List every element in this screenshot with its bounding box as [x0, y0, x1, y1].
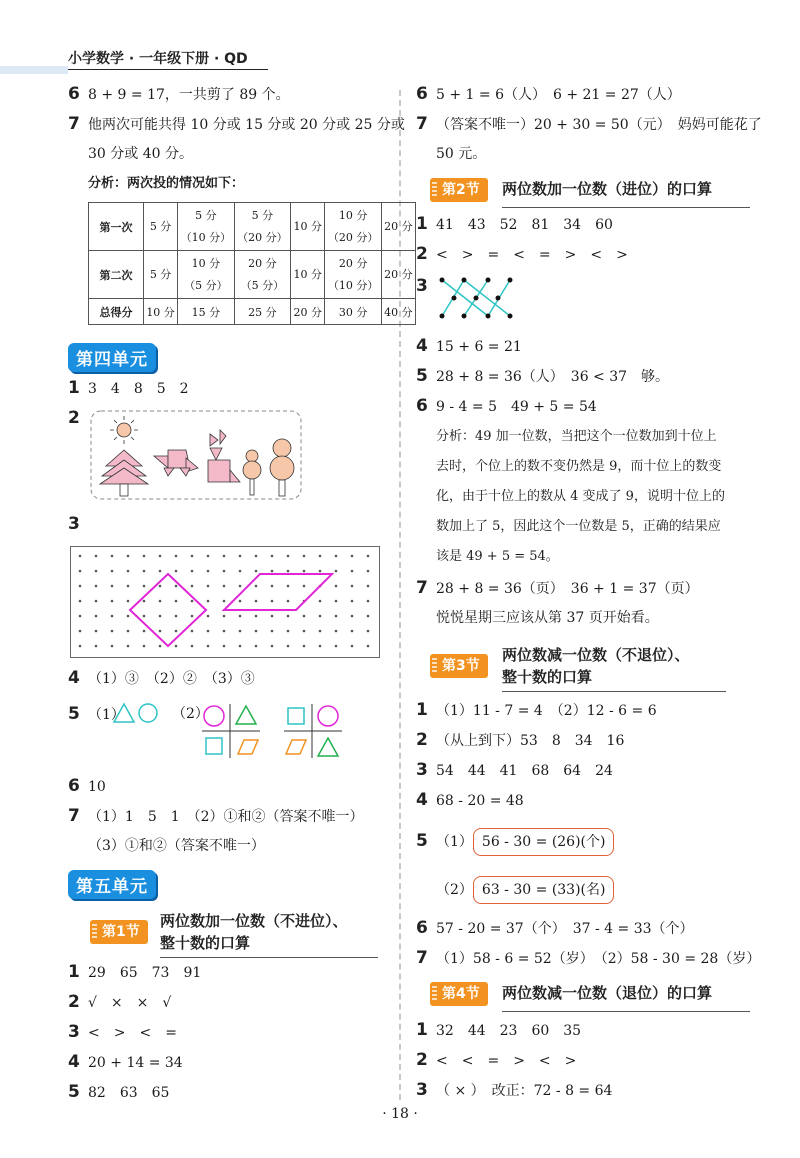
grid-dot: [191, 570, 194, 573]
grid-dot: [111, 645, 114, 648]
grid-dot: [127, 585, 130, 588]
question-7: 7 他两次可能共得 10 分或 15 分或 20 分或 25 分或: [68, 114, 405, 134]
page-number: · 18 ·: [382, 1106, 418, 1122]
s2-question-5: 5 28 + 8 = 36（人） 36 < 37 够。: [416, 366, 670, 386]
sort-grid-1: [202, 704, 260, 758]
book-title: 小学数学 · 一年级下册 · QD: [68, 51, 248, 67]
grid-dot: [255, 585, 258, 588]
row-label-first: 第一次: [89, 203, 144, 251]
second-4: 10 分: [291, 251, 325, 299]
right-question-7-line2: 50 元。: [436, 146, 487, 162]
answer-box-2: 63 - 30 = (33)(名): [473, 876, 615, 904]
s1-question-2: 2 √ × × √: [68, 992, 172, 1012]
question-6: 6 8 + 9 = 17，一共剪了 89 个。: [68, 84, 290, 104]
u4-question-2: 2: [68, 408, 80, 428]
grid-dot: [127, 555, 130, 558]
grid-dot: [191, 615, 194, 618]
grid-dot: [367, 585, 370, 588]
grid-dot: [95, 645, 98, 648]
grid-dot: [287, 570, 290, 573]
grid-dot: [287, 555, 290, 558]
grid-dot: [287, 630, 290, 633]
grid-dot: [191, 600, 194, 603]
grid-dot: [207, 555, 210, 558]
total-2: 15 分: [178, 299, 235, 325]
grid-dot: [303, 555, 306, 558]
second-2: 10 分 （5 分）: [178, 251, 235, 299]
s2-question-4: 4 15 + 6 = 21: [416, 336, 522, 356]
grid-dot: [239, 555, 242, 558]
s3-question-2: 2 （从上到下）53 8 34 16: [416, 730, 625, 750]
grid-dot: [303, 645, 306, 648]
grid-dot: [351, 585, 354, 588]
grid-dot: [143, 630, 146, 633]
total-3: 25 分: [234, 299, 291, 325]
grid-dot: [271, 630, 274, 633]
grid-dot: [319, 645, 322, 648]
grid-dot: [143, 645, 146, 648]
grid-dot: [111, 615, 114, 618]
s2-question-7: 7 28 + 8 = 36（页） 36 + 1 = 37（页）: [416, 578, 699, 598]
u4-question-3: 3: [68, 514, 80, 534]
first-6: 20 分: [381, 203, 415, 251]
s1-question-5: 5 82 63 65: [68, 1082, 170, 1102]
answer-box-1: 56 - 30 = (26)(个): [473, 828, 615, 856]
triangle-icon: [114, 704, 134, 722]
grid-dot: [79, 600, 82, 603]
circle-icon: [139, 704, 157, 722]
grid-dot: [351, 600, 354, 603]
total-5: 30 分: [325, 299, 382, 325]
grid-dot: [143, 570, 146, 573]
right-column: [416, 80, 762, 1110]
grid-dot: [319, 630, 322, 633]
s2-question-2: 2 < > = < = > < >: [416, 244, 628, 264]
grid-dot: [143, 555, 146, 558]
grid-dot: [271, 570, 274, 573]
tangram-figures-image: [90, 410, 302, 500]
first-5: 10 分 （20 分）: [325, 203, 382, 251]
s4-question-3: 3 （ × ） 改正：72 - 8 = 64: [416, 1080, 613, 1100]
grid-dot: [351, 570, 354, 573]
grid-dot: [159, 600, 162, 603]
s2-analysis: 分析：49 加一位数，当把这个一位数加到十位上 去时，个位上的数不变仍然是 9，而十位上的数变 化，由于十位上的数从 4 变成了 9，说明十位上的 数加上了 5，因此这个一位数是 5，正确的结果应 该是 49 + 5 = 54。: [436, 429, 725, 564]
grid-dot: [351, 645, 354, 648]
section-3-header: 第3节 两位数减一位数（不退位）、 整十数的口算: [430, 642, 750, 692]
grid-dot: [111, 630, 114, 633]
u4-question-6: 6 10: [68, 776, 106, 796]
grid-dot: [143, 615, 146, 618]
grid-dot: [159, 630, 162, 633]
grid-dot: [207, 600, 210, 603]
grid-dot: [191, 630, 194, 633]
first-2: 5 分 （10 分）: [178, 203, 235, 251]
grid-dot: [271, 615, 274, 618]
tree-icon: [100, 450, 148, 496]
grid-dot: [175, 555, 178, 558]
total-4: 20 分: [291, 299, 325, 325]
u4-question-4: 4 （1）③ （2）② （3）③: [68, 668, 255, 688]
s3-question-4: 4 68 - 20 = 48: [416, 790, 524, 810]
turtle-icon: [154, 450, 198, 476]
s4-question-1: 1 32 44 23 60 35: [416, 1020, 582, 1040]
total-6: 40 分: [381, 299, 415, 325]
grid-dot: [79, 615, 82, 618]
left-column: [68, 80, 413, 1110]
grid-dot: [223, 645, 226, 648]
grid-dot: [303, 630, 306, 633]
second-3: 20 分 （5 分）: [234, 251, 291, 299]
grid-dot: [319, 555, 322, 558]
grid-dot: [335, 585, 338, 588]
header-accent-bar: [0, 66, 68, 74]
grid-dot: [159, 585, 162, 588]
question-7-line2: 30 分或 40 分。: [88, 146, 193, 162]
grid-dot: [79, 555, 82, 558]
grid-dot: [335, 615, 338, 618]
grid-dot: [159, 645, 162, 648]
u4-question-7: 7 （1）1 5 1 （2）①和②（答案不唯一）: [68, 806, 364, 826]
analysis-title: 分析：两次投的情况如下：: [88, 176, 245, 191]
s1-question-3: 3 < > < =: [68, 1022, 177, 1042]
first-3: 5 分 （20 分）: [234, 203, 291, 251]
header-rule: [68, 69, 268, 70]
grid-dot: [79, 570, 82, 573]
grid-dot: [303, 570, 306, 573]
grid-dot: [255, 570, 258, 573]
grid-dot: [255, 615, 258, 618]
grid-dot: [335, 645, 338, 648]
grid-dot: [271, 645, 274, 648]
right-question-6: 6 5 + 1 = 6（人） 6 + 21 = 27（人）: [416, 84, 681, 104]
s3-question-3: 3 54 44 41 68 64 24: [416, 760, 613, 780]
shapes-answer-1: [112, 702, 162, 726]
dots-lines-image: [438, 274, 518, 324]
section-4-header: 第4节 两位数减一位数（退位）的口算: [430, 978, 750, 1012]
grid-dot: [223, 555, 226, 558]
u4-question-7-line2: （3）①和②（答案不唯一）: [88, 838, 265, 854]
grid-dot: [351, 630, 354, 633]
section-1-header: 第1节 两位数加一位数（不进位）、 整十数的口算: [90, 910, 380, 958]
grid-dot: [287, 585, 290, 588]
s2-question-3: 3: [416, 276, 428, 296]
grid-dot: [111, 555, 114, 558]
grid-dot: [287, 645, 290, 648]
grid-dot: [255, 600, 258, 603]
grid-dot: [271, 585, 274, 588]
score-table: [88, 202, 416, 325]
u4-question-1: 1 3 4 8 5 2: [68, 378, 189, 398]
grid-dot: [159, 570, 162, 573]
grid-dot: [111, 600, 114, 603]
grid-dot: [207, 570, 210, 573]
rabbit-icon: [208, 430, 240, 482]
second-5: 20 分 （10 分）: [325, 251, 382, 299]
grid-dot: [175, 600, 178, 603]
grid-dot: [223, 600, 226, 603]
grid-dot: [95, 615, 98, 618]
s1-question-1: 1 29 65 73 91: [68, 962, 202, 982]
grid-dot: [239, 570, 242, 573]
second-1: 5 分: [144, 251, 178, 299]
grid-dot: [367, 570, 370, 573]
grid-dot: [223, 585, 226, 588]
grid-dot: [127, 615, 130, 618]
unit5-title: 第五单元: [68, 870, 156, 899]
grid-dot: [335, 630, 338, 633]
s2-question-6: 6 9 - 4 = 5 49 + 5 = 54: [416, 396, 597, 416]
grid-dot: [287, 600, 290, 603]
section-2-header: 第2节 两位数加一位数（进位）的口算: [430, 174, 750, 208]
grid-dot: [303, 615, 306, 618]
first-1: 5 分: [144, 203, 178, 251]
s3-question-1: 1 （1）11 - 7 = 4 （2）12 - 6 = 6: [416, 700, 657, 720]
grid-dot: [95, 630, 98, 633]
sun-icon: [110, 416, 138, 444]
grid-dot: [239, 645, 242, 648]
grid-dot: [159, 615, 162, 618]
grid-dot: [175, 615, 178, 618]
grid-dot: [367, 600, 370, 603]
u4-question-5-p2: （2）: [172, 706, 209, 722]
grid-dot: [79, 645, 82, 648]
s3-question-5-part2: （2） 63 - 30 = (33)(名): [436, 876, 614, 904]
grid-dot: [175, 630, 178, 633]
grid-dot: [191, 555, 194, 558]
grid-dot: [111, 585, 114, 588]
grid-dot: [175, 645, 178, 648]
grid-dot: [351, 555, 354, 558]
grid-dot: [319, 615, 322, 618]
s1-question-4: 4 20 + 14 = 34: [68, 1052, 183, 1072]
shapes-answer-2: [198, 700, 358, 762]
grid-dot: [127, 645, 130, 648]
grid-dot: [255, 630, 258, 633]
grid-dot: [79, 585, 82, 588]
grid-dot: [255, 555, 258, 558]
grid-dot: [191, 645, 194, 648]
grid-dot: [207, 585, 210, 588]
s2-question-1: 1 41 43 52 81 34 60: [416, 214, 613, 234]
grid-dot: [303, 585, 306, 588]
grid-dot: [223, 615, 226, 618]
grid-dot: [271, 555, 274, 558]
unit4-title: 第四单元: [68, 343, 156, 372]
grid-dot: [79, 630, 82, 633]
grid-dot: [367, 555, 370, 558]
s2-question-7-line2: 悦悦星期三应该从第 37 页开始看。: [436, 610, 659, 626]
right-question-7: 7 （答案不唯一）20 + 30 = 50（元） 妈妈可能花了: [416, 114, 762, 134]
grid-dot: [191, 585, 194, 588]
grid-dot: [367, 630, 370, 633]
grid-dot: [207, 615, 210, 618]
grid-dot: [223, 630, 226, 633]
s3-question-6: 6 57 - 20 = 37（个） 37 - 4 = 33（个）: [416, 918, 694, 938]
grid-dot: [143, 600, 146, 603]
snowman-icon: [243, 439, 294, 496]
grid-dot: [255, 645, 258, 648]
grid-dot: [175, 585, 178, 588]
grid-dot: [335, 555, 338, 558]
grid-dot: [367, 645, 370, 648]
grid-dot: [95, 585, 98, 588]
grid-dot: [159, 555, 162, 558]
row-label-second: 第二次: [89, 251, 144, 299]
grid-dot: [287, 615, 290, 618]
s3-question-7: 7 （1）58 - 6 = 52（岁） （2）58 - 30 = 28（岁）: [416, 948, 761, 968]
grid-dot: [271, 600, 274, 603]
grid-dot: [319, 570, 322, 573]
s3-question-5: 5 （1） 56 - 30 = (26)(个): [416, 828, 614, 856]
second-6: 20 分: [381, 251, 415, 299]
grid-dot: [239, 630, 242, 633]
grid-dot: [351, 615, 354, 618]
grid-dot: [319, 600, 322, 603]
grid-dot: [335, 570, 338, 573]
sort-grid-2: [284, 704, 342, 758]
row-label-total: 总得分: [89, 299, 144, 325]
grid-dot: [127, 600, 130, 603]
grid-dot: [143, 585, 146, 588]
total-1: 10 分: [144, 299, 178, 325]
grid-dot: [239, 615, 242, 618]
grid-dot: [175, 570, 178, 573]
grid-dot: [95, 600, 98, 603]
dot-grid-image: [70, 546, 380, 658]
page-header: [0, 0, 800, 74]
grid-dot: [335, 600, 338, 603]
grid-dot: [239, 585, 242, 588]
first-4: 10 分: [291, 203, 325, 251]
u4-question-5: 5 （1）: [68, 704, 125, 724]
grid-dot: [127, 570, 130, 573]
grid-dot: [95, 570, 98, 573]
grid-dot: [111, 570, 114, 573]
grid-dot: [223, 570, 226, 573]
s4-question-2: 2 < < = > < >: [416, 1050, 577, 1070]
grid-dot: [127, 630, 130, 633]
grid-dot: [95, 555, 98, 558]
grid-dot: [367, 615, 370, 618]
grid-dot: [239, 600, 242, 603]
grid-dot: [207, 645, 210, 648]
grid-dot: [207, 630, 210, 633]
